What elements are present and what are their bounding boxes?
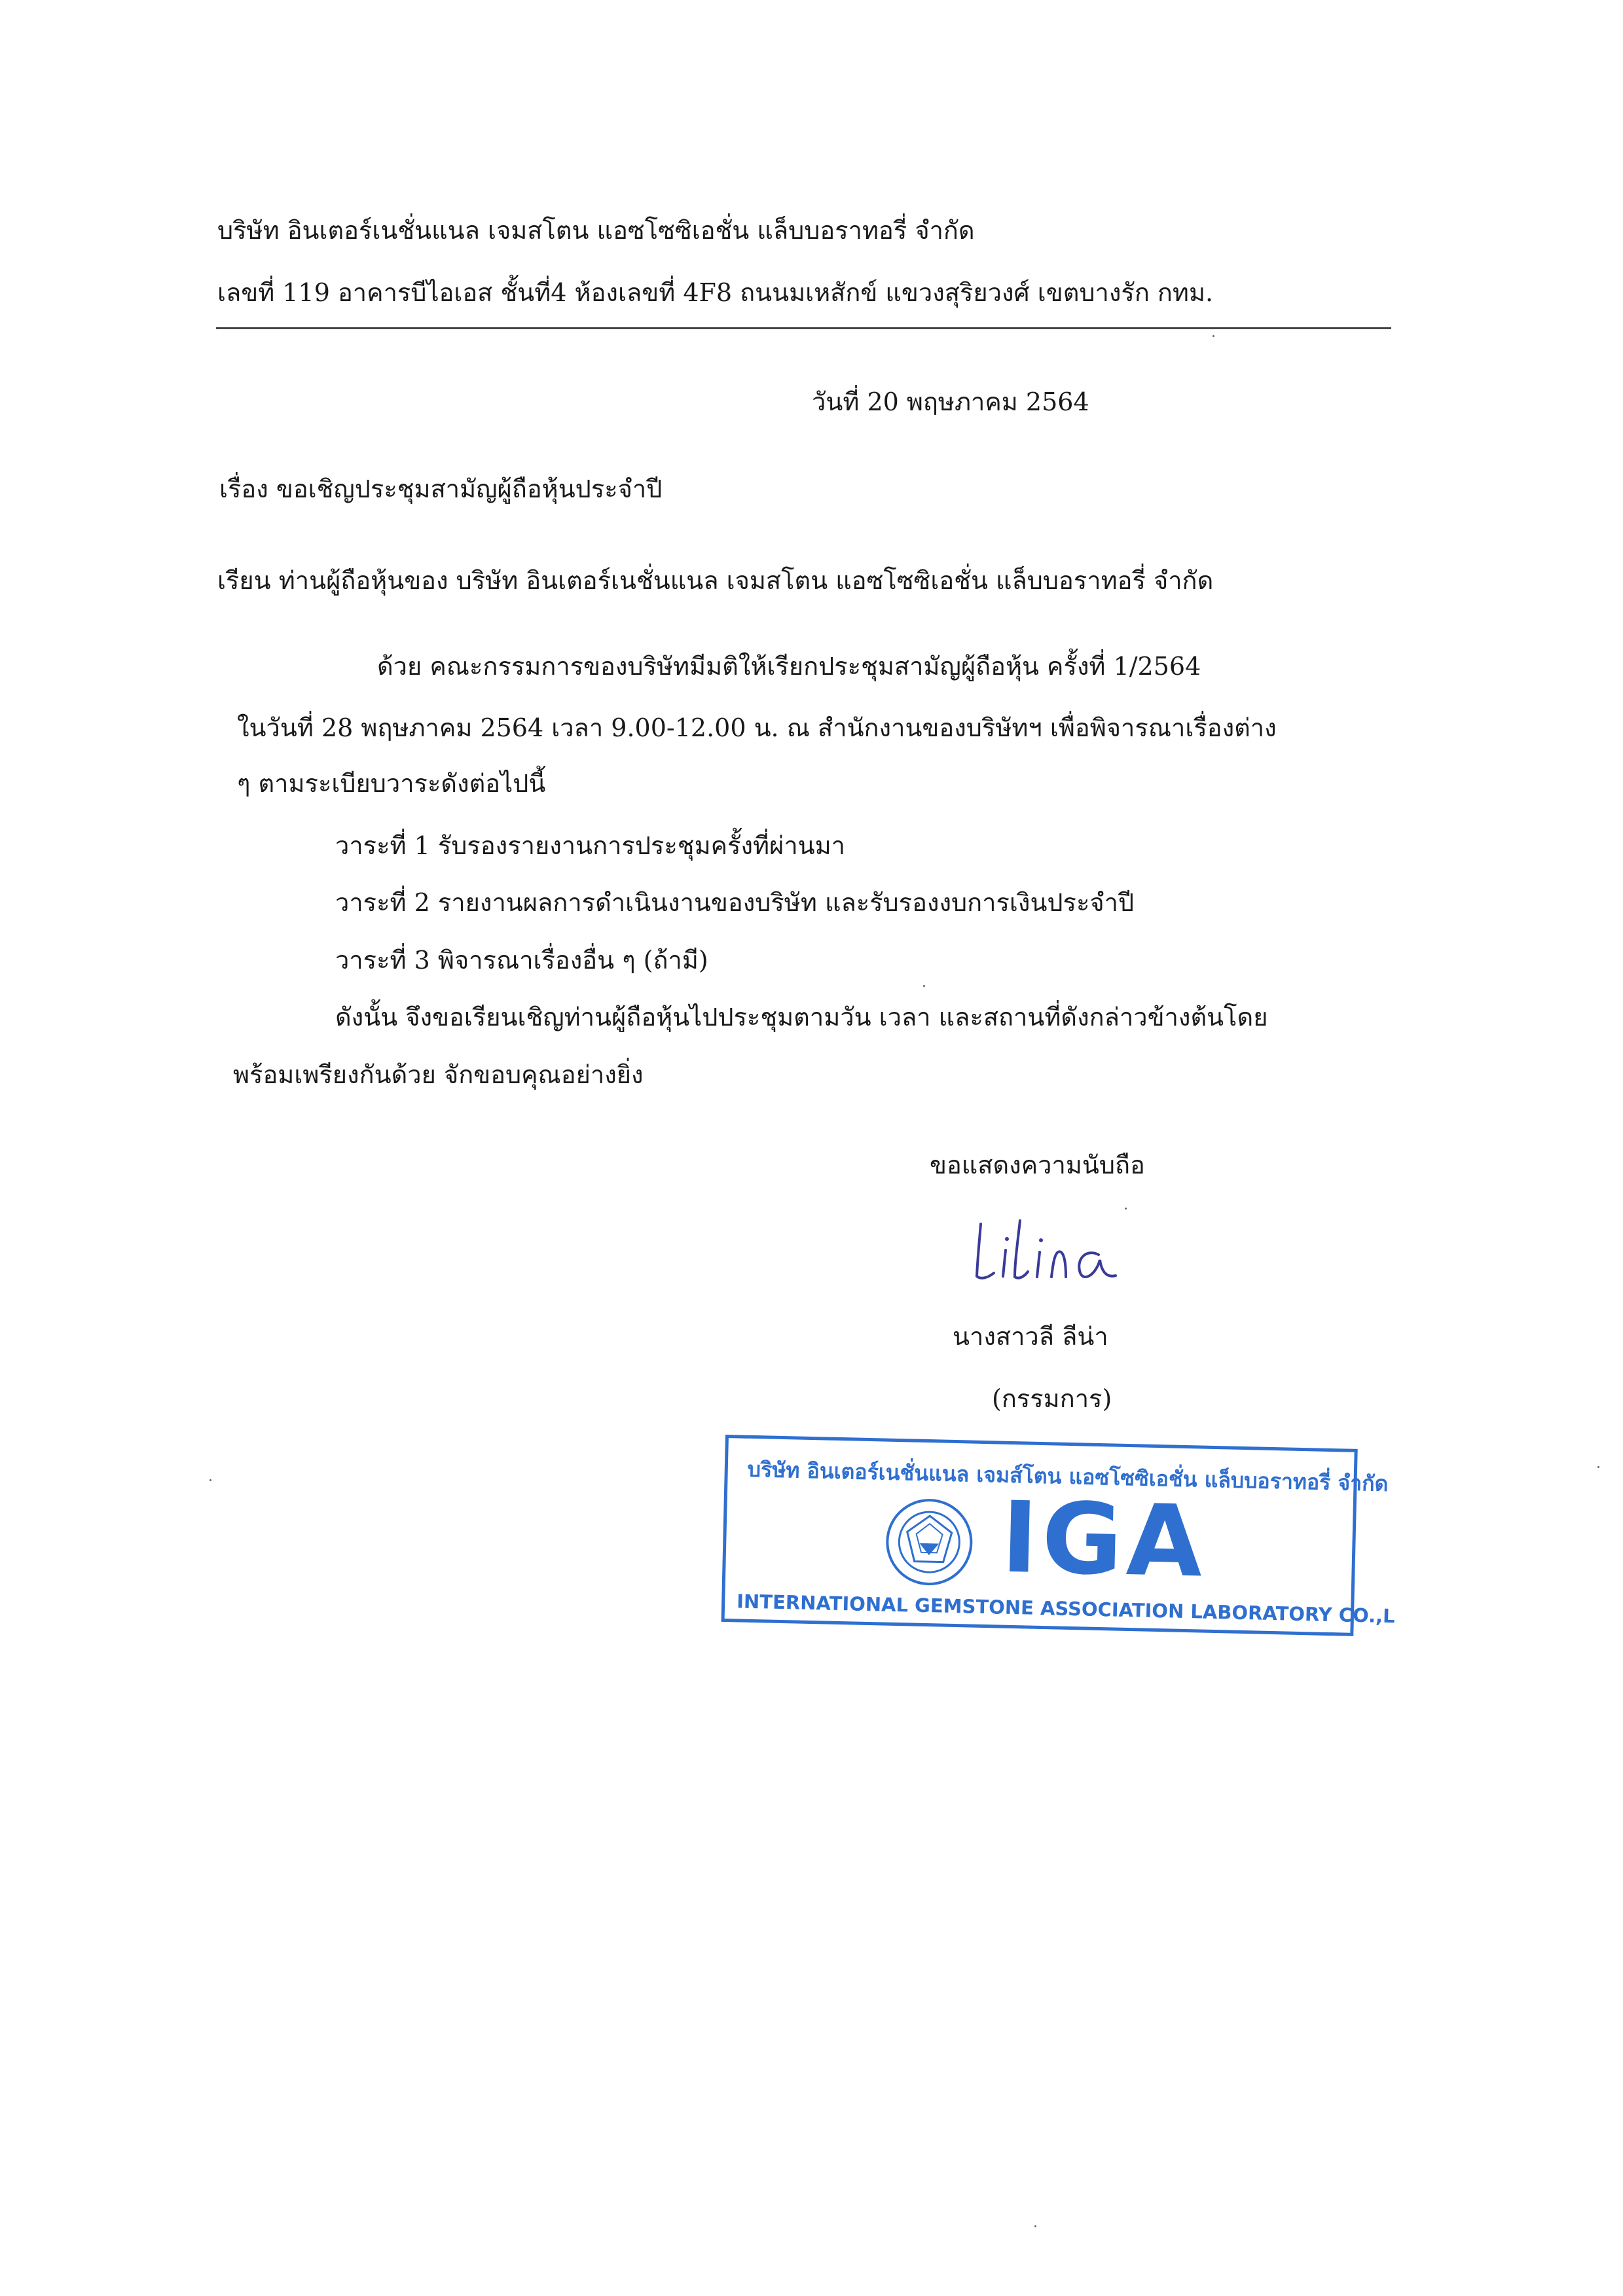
agenda-item-2: วาระที่ 2 รายงานผลการดำเนินงานของบริษัท และรับรองงบการเงินประจำปี [335, 888, 1135, 917]
letterhead-address: เลขที่ 119 อาคารบีไอเอส ชั้นที่4 ห้องเลขที่ 4F8 ถนนมเหสักข์ แขวงสุริยวงศ์ เขตบางรัก กทม. [217, 278, 1214, 307]
gemstone-seal-icon [883, 1496, 976, 1589]
letterhead-divider [216, 327, 1391, 329]
scan-speck [1597, 1466, 1599, 1468]
closing-line-1: ดังนั้น จึงขอเรียนเชิญท่านผู้ถือหุ้นไปประชุมตามวัน เวลา และสถานที่ดังกล่าวข้างต้นโดย [335, 1003, 1268, 1031]
closing-line-2: พร้อมเพรียงกันด้วย จักขอบคุณอย่างยิ่ง [233, 1060, 644, 1089]
subject-line: เรื่อง ขอเชิญประชุมสามัญผู้ถือหุ้นประจำปี [219, 475, 663, 503]
salutation-line: เรียน ท่านผู้ถือหุ้นของ บริษัท อินเตอร์เนชั่นแนล เจมสโตน แอซโซซิเอชั่น แล็บบอราทอรี่ จำกัด [217, 566, 1214, 595]
scan-speck [1034, 2225, 1036, 2227]
signoff: ขอแสดงความนับถือ [930, 1151, 1145, 1179]
letterhead-company: บริษัท อินเตอร์เนชั่นแนล เจมสโตน แอซโซซิเอชั่น แล็บบอราทอรี่ จำกัด [217, 216, 975, 245]
agenda-item-3: วาระที่ 3 พิจารณาเรื่องอื่น ๆ (ถ้ามี) [335, 946, 708, 975]
stamp-thai-name: บริษัท อินเตอร์เนชั่นแนล เจมส์โตน แอซโซซิเอชั่น แล็บบอราทอรี่ จำกัด [747, 1456, 1389, 1496]
signatory-title: (กรรมการ) [992, 1384, 1112, 1413]
scan-speck [923, 985, 925, 987]
body-line-1: ด้วย คณะกรรมการของบริษัทมีมติให้เรียกประชุมสามัญผู้ถือหุ้น ครั้งที่ 1/2564 [377, 652, 1201, 681]
agenda-item-1: วาระที่ 1 รับรองรายงานการประชุมครั้งที่ผ่านมา [335, 831, 846, 860]
body-line-3: ๆ ตามระเบียบวาระดังต่อไปนี้ [237, 769, 546, 798]
signatory-name: นางสาวลี ลีน่า [953, 1322, 1108, 1351]
scan-speck [210, 1479, 211, 1481]
date-line: วันที่ 20 พฤษภาคม 2564 [812, 387, 1089, 416]
stamp-logo-text: IGA [1000, 1480, 1208, 1600]
handwritten-signature [968, 1214, 1131, 1299]
stamp-english-name: INTERNATIONAL GEMSTONE ASSOCIATION LABORATORY CO.,L [736, 1590, 1395, 1628]
body-line-2: ในวันที่ 28 พฤษภาคม 2564 เวลา 9.00-12.00 น. ณ สำนักงานของบริษัทฯ เพื่อพิจารณาเรื่องต่าง [237, 713, 1277, 742]
company-stamp [721, 1435, 1395, 1636]
scan-speck [1213, 335, 1214, 337]
scan-speck [1125, 1208, 1127, 1210]
